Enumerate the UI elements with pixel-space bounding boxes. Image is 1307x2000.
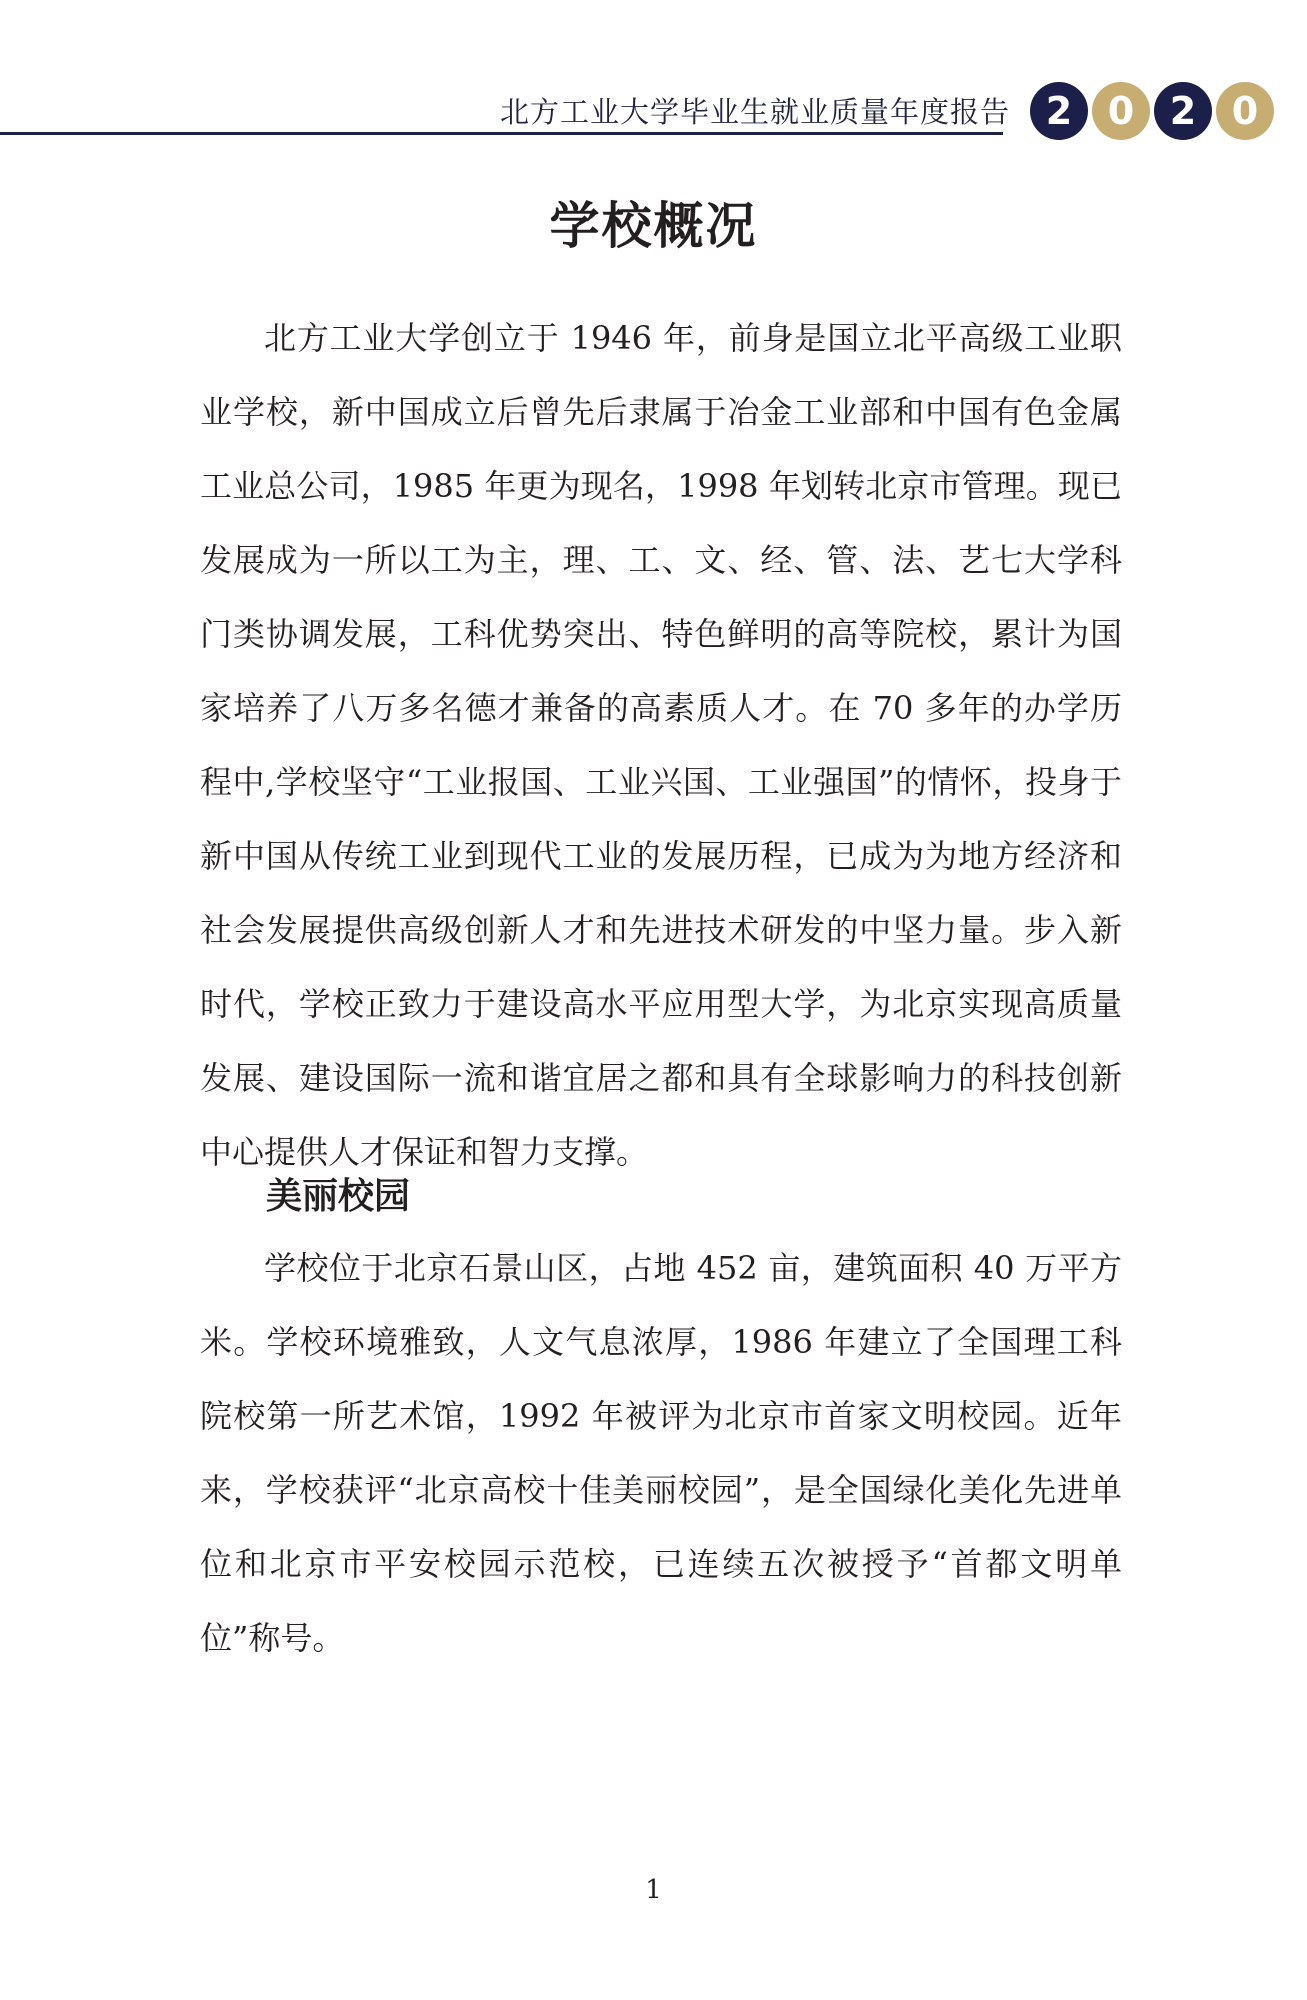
report-title: 北方工业大学毕业生就业质量年度报告 bbox=[500, 95, 1011, 129]
year-digit-3: 2 bbox=[1154, 82, 1212, 140]
page-number: 1 bbox=[645, 1875, 662, 1905]
year-digit-4: 0 bbox=[1216, 82, 1274, 140]
page-header bbox=[0, 0, 1307, 140]
year-badge bbox=[1030, 82, 1274, 140]
year-digit-1: 2 bbox=[1030, 82, 1088, 140]
year-digit-2: 0 bbox=[1092, 82, 1150, 140]
campus-paragraph: 学校位于北京石景山区，占地 452 亩，建筑面积 40 万平方米。学校环境雅致，人文气息浓厚，1986 年建立了全国理工科院校第一所艺术馆，1992 年被评为北京市首家文明校园。近年来，学校获评“北京高校十佳美丽校园”，是全国绿化美化先进单位和北京市平安校园示范校，已连续五次被授予“首都文明单位”称号。 bbox=[200, 1249, 1122, 1657]
header-divider bbox=[0, 132, 1003, 135]
section-heading-campus: 美丽校园 bbox=[266, 1176, 411, 1217]
page-title: 学校概况 bbox=[549, 197, 758, 255]
intro-paragraph: 北方工业大学创立于 1946 年，前身是国立北平高级工业职业学校，新中国成立后曾先后隶属于冶金工业部和中国有色金属工业总公司，1985 年更为现名，1998 年划转北京市管理。现已发展成为一所以工为主，理、工、文、经、管、法、艺七大学科门类协调发展，工科优势突出、特色鲜明的高等院校，累计为国家培养了八万多名德才兼备的高素质人才。在 70 多年的办学历程中,学校坚守“工业报国、工业兴国、工业强国”的情怀，投身于新中国从传统工业到现代工业的发展历程，已成为为地方经济和社会发展提供高级创新人才和先进技术研发的中坚力量。步入新时代，学校正致力于建设高水平应用型大学，为北京实现高质量发展、建设国际一流和谐宜居之都和具有全球影响力的科技创新中心提供人才保证和智力支撑。 bbox=[200, 319, 1122, 1171]
